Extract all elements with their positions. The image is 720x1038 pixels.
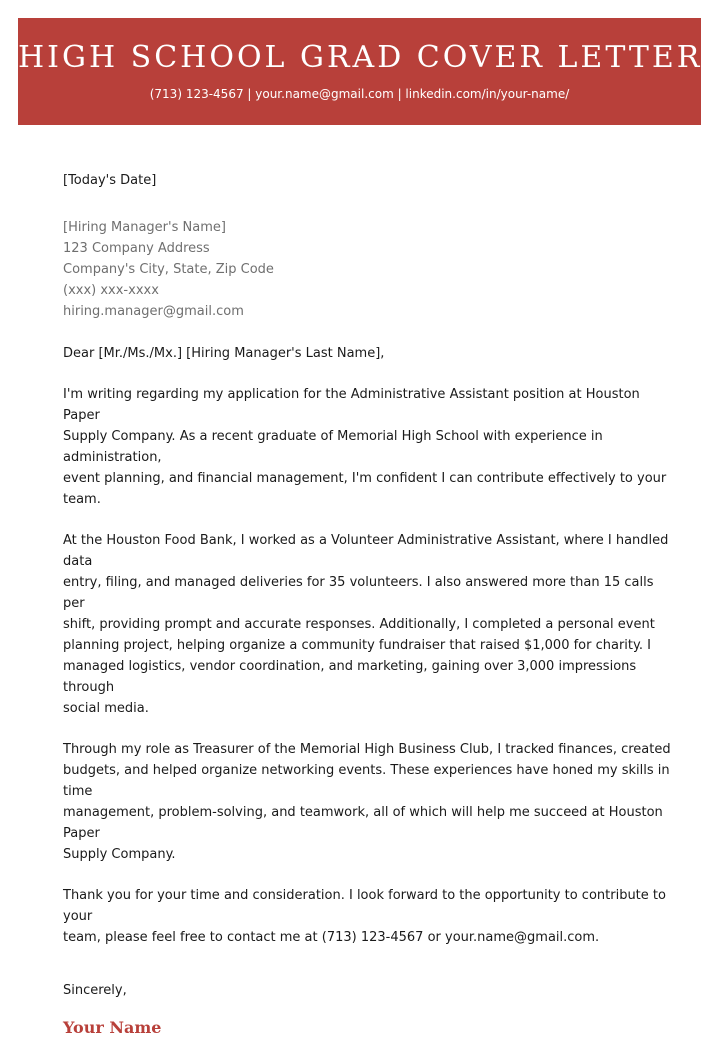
recipient-name: [Hiring Manager's Name] <box>63 220 226 235</box>
paragraph-line: budgets, and helped organize networking events. These experiences have honed my skills in time <box>63 763 670 799</box>
contact-info: (713) 123-4567 | your.name@gmail.com | linkedin.com/in/your-name/ <box>149 87 570 101</box>
recipient-block <box>63 217 678 322</box>
paragraph-line: shift, providing prompt and accurate responses. Additionally, I completed a personal event <box>63 617 655 632</box>
paragraph-line: entry, filing, and managed deliveries for 35 volunteers. I also answered more than 15 calls per <box>63 575 654 611</box>
paragraph-line: Through my role as Treasurer of the Memorial High Business Club, I tracked finances, created <box>63 742 671 757</box>
letter-header <box>18 18 701 125</box>
recipient-phone: (xxx) xxx-xxxx <box>63 283 159 298</box>
letter-body <box>63 170 678 1038</box>
closing: Sincerely, <box>63 983 127 998</box>
paragraph-closing <box>63 885 678 948</box>
paragraph-experience <box>63 530 678 719</box>
letter-date: [Today's Date] <box>63 173 157 188</box>
document-title: HIGH SCHOOL GRAD COVER LETTER <box>18 40 703 75</box>
paragraph-line: management, problem-solving, and teamwork, all of which will help me succeed at Houston Paper <box>63 805 663 841</box>
paragraph-line: At the Houston Food Bank, I worked as a Volunteer Administrative Assistant, where I handled data <box>63 533 669 569</box>
recipient-email: hiring.manager@gmail.com <box>63 304 244 319</box>
paragraph-line: Supply Company. As a recent graduate of Memorial High School with experience in administration, <box>63 429 603 465</box>
paragraph-skills <box>63 739 678 865</box>
signature-name: Your Name <box>63 1018 162 1037</box>
recipient-city: Company's City, State, Zip Code <box>63 262 274 277</box>
paragraph-line: team, please feel free to contact me at (713) 123-4567 or your.name@gmail.com. <box>63 930 600 945</box>
salutation: Dear [Mr./Ms./Mx.] [Hiring Manager's Last Name], <box>63 346 385 361</box>
paragraph-line: I'm writing regarding my application for the Administrative Assistant position at Houston Paper <box>63 387 640 423</box>
paragraph-line: social media. <box>63 701 149 716</box>
paragraph-line: planning project, helping organize a community fundraiser that raised $1,000 for charity. I <box>63 638 651 653</box>
paragraph-line: event planning, and financial management, I'm confident I can contribute effectively to your team. <box>63 471 667 507</box>
paragraph-intro <box>63 384 678 510</box>
paragraph-line: Thank you for your time and consideration. I look forward to the opportunity to contribute to your <box>63 888 666 924</box>
recipient-address: 123 Company Address <box>63 241 210 256</box>
paragraph-line: Supply Company. <box>63 847 176 862</box>
paragraph-line: managed logistics, vendor coordination, and marketing, gaining over 3,000 impressions through <box>63 659 637 695</box>
